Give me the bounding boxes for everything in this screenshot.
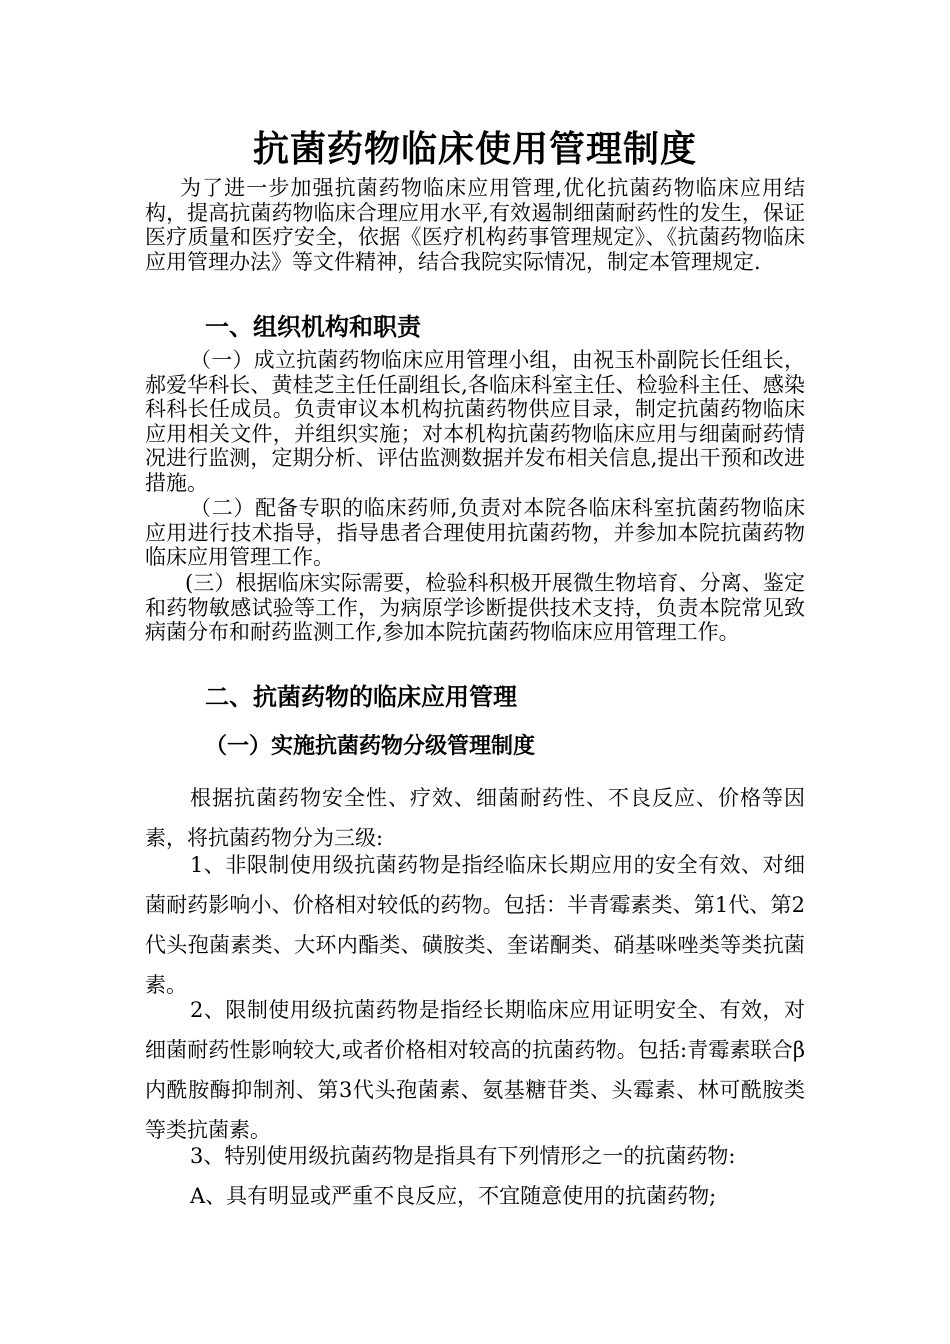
section-2-heading: 二、抗菌药物的临床应用管理	[205, 683, 517, 711]
section-2-subheading: （一）实施抗菌药物分级管理制度	[205, 734, 536, 759]
document-title: 抗菌药物临床使用管理制度	[252, 129, 697, 170]
intro-paragraph: 为了进一步加强抗菌药物临床应用管理,优化抗菌药物临床应用结构，提高抗菌药物临床合理应用水平,有效遏制细菌耐药性的发生，保证医疗质量和医疗安全，依据《医疗机构药事管理规定》、《抗菌药物临床应用管理办法》等文件精神，结合我院实际情况，制定本管理规定.	[145, 176, 805, 274]
section-1-paragraph-3: (三）根据临床实际需要，检验科积极开展微生物培育、分离、鉴定和药物敏感试验等工作，为病原学诊断提供技术支持，负责本院常见致病菌分布和耐药监测工作,参加本院抗菌药物临床应用管理工作。	[145, 571, 805, 644]
section-1-paragraph-1: （一）成立抗菌药物临床应用管理小组，由祝玉朴副院长任组长，郝爱华科长、黄桂芝主任任副组长,各临床科室主任、检验科主任、感染科科长任成员。负责审议本机构抗菌药物供应目录，制定抗菌药物临床应用相关文件，并组织实施；对本机构抗菌药物临床应用与细菌耐药情况进行监测，定期分析、评估监测数据并发布相关信息,提出干预和改进措施。	[145, 348, 805, 495]
section-1-heading: 一、组织机构和职责	[205, 313, 421, 341]
section-2-paragraph-3: 2、限制使用级抗菌药物是指经长期临床应用证明安全、有效，对细菌耐药性影响较大,或者价格相对较高的抗菌药物。包括:青霉素联合β内酰胺酶抑制剂、第3代头孢菌素、氨基糖苷类、头霉素、林可酰胺类等类抗菌素。	[145, 998, 805, 1142]
section-2-paragraph-2: 1、非限制使用级抗菌药物是指经临床长期应用的安全有效、对细菌耐药影响小、价格相对较低的药物。包括：半青霉素类、第1代、第2代头孢菌素类、大环内酯类、磺胺类、奎诺酮类、硝基咪唑类等类抗菌素。	[145, 853, 805, 997]
section-1-paragraph-2: （二）配备专职的临床药师,负责对本院各临床科室抗菌药物临床应用进行技术指导，指导患者合理使用抗菌药物，并参加本院抗菌药物临床应用管理工作。	[145, 496, 805, 569]
section-2-paragraph-4: 3、特别使用级抗菌药物是指具有下列情形之一的抗菌药物:	[190, 1144, 736, 1168]
section-2-paragraph-1: 根据抗菌药物安全性、疗效、细菌耐药性、不良反应、价格等因素，将抗菌药物分为三级:	[145, 786, 805, 850]
section-2-paragraph-5: A、具有明显或严重不良反应，不宜随意使用的抗菌药物;	[190, 1184, 717, 1208]
